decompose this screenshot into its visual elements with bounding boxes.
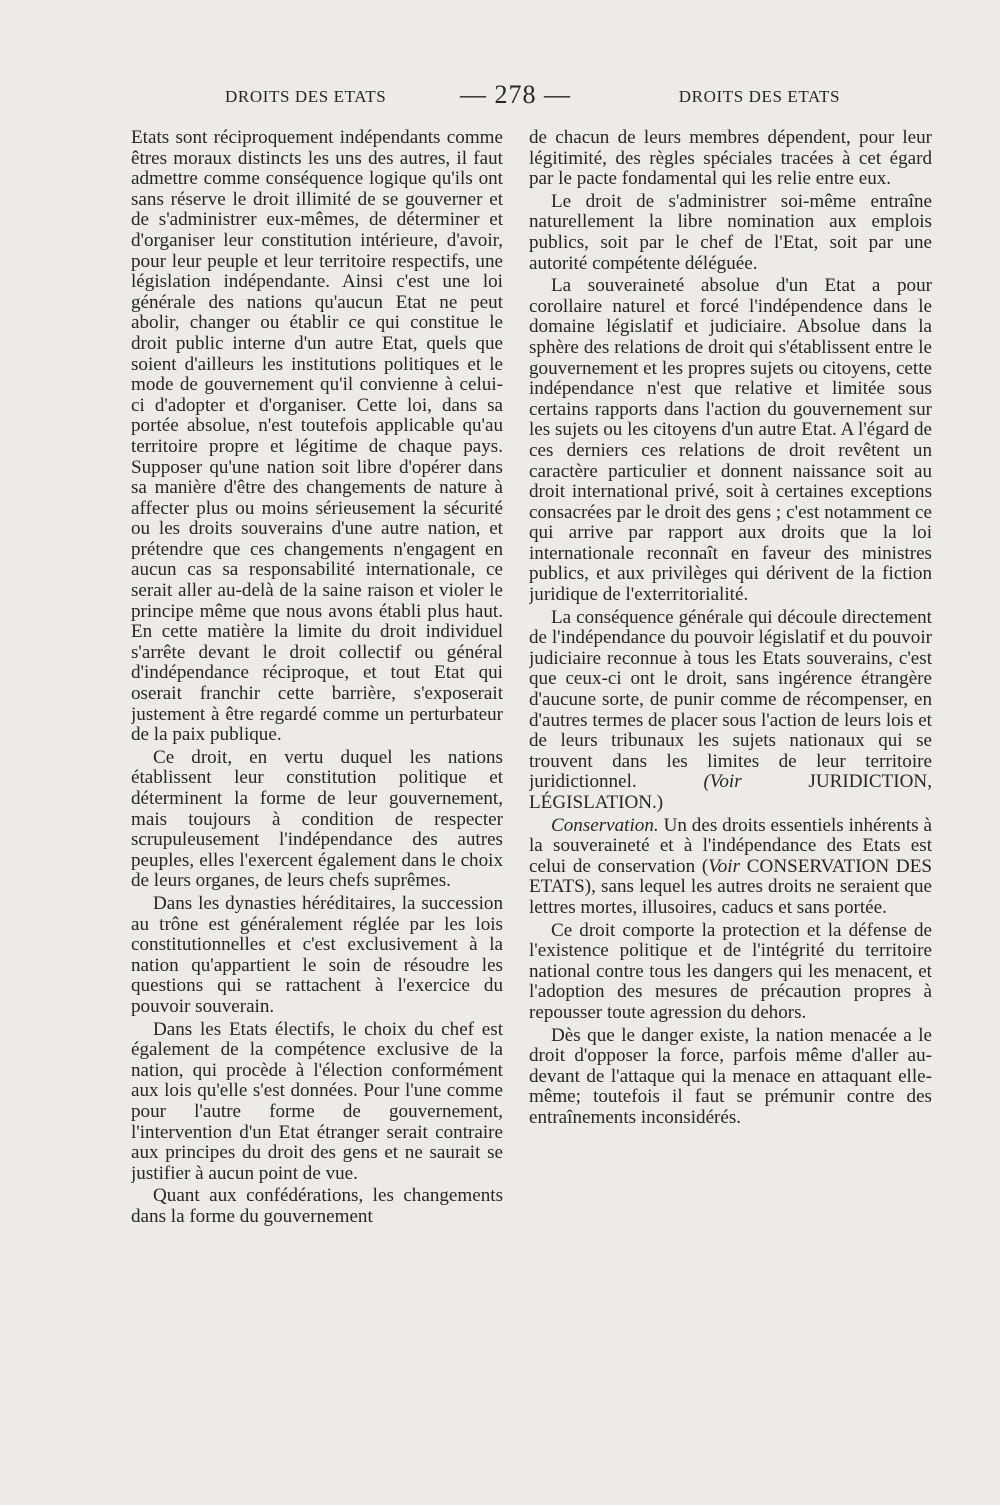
cross-reference-voir: (Voir: [703, 771, 742, 793]
cross-reference-voir: Voir: [708, 855, 741, 877]
paragraph-text: La conséquence générale qui découle directement de l'indépendance du pouvoir législatif et du pouvoir judiciaire reconnue à tous les Etats souverains, c'est que ceux-ci ont le droit, sans ingérence étrangère d'aucune sorte, de punir comme de récompenser, en d'autres termes de placer sous l'action de leurs lois et de leurs tribunaux les sujets nationaux qui se trouvent dans les limites de leur territoire juridictionnel.: [529, 606, 932, 793]
header-left-title: DROITS DES ETATS: [225, 87, 387, 106]
left-column: [131, 128, 503, 1373]
paragraph: Ce droit, en vertu duquel les nations établissent leur constitution politique et déterminent la forme de leur gouvernement, mais toujours à condition de respecter scrupuleusement l'indépendance des autres peuples, elles l'exercent également dans le choix de leurs organes, de leurs chefs suprêmes.: [131, 746, 503, 892]
section-lead-term: Conservation.: [551, 814, 659, 836]
paragraph-text: CONSERVATION DES ETATS), sans lequel les autres droits ne seraient que lettres mortes, illusoires, caducs et sans portée.: [529, 855, 932, 918]
running-header: [135, 80, 840, 114]
header-right-title: DROITS DES ETATS: [678, 87, 840, 106]
paragraph: Quant aux confédérations, les changements dans la forme du gouvernement: [131, 1185, 503, 1227]
cross-reference-target: JURIDICTION, LÉGISLATION.): [529, 771, 932, 813]
paragraph-text: Un des droits essentiels inhérents à la souveraineté et à l'indépendance des Etats est celui de conservation (: [529, 814, 932, 877]
paragraph: Dans les dynasties héréditaires, la succession au trône est généralement réglée par les lois constitutionnelles et c'est exclusivement à la nation qu'appartient le soin de résoudre les questions qui se rattachent à l'exercice du pouvoir souverain.: [131, 892, 503, 1017]
paragraph: La souveraineté absolue d'un Etat a pour corollaire naturel et forcé l'indépendence dans le domaine législatif et judiciaire. Absolue dans la sphère des relations de droit qui s'établissent entre le gouvernement et les propres sujets ou citoyens, cette indépendance n'est que relative et limitée sous certains rapports dans l'action du gouvernement sur les sujets ou les citoyens d'un autre Etat. A l'égard de ces derniers ces relations de droit revêtent un caractère particulier et donnent naissance soit au droit international privé, soit à certaines exceptions consacrées par le droit des gens ; c'est notamment ce qui arrive par rapport aux droits que la loi internationale reconnaît en faveur des ministres publics, et aux privilèges qui dérivent de la fiction juridique de l'exterritorialité.: [529, 275, 932, 606]
paragraph: [529, 608, 932, 814]
paragraph: Dans les Etats électifs, le choix du chef est également de la compétence exclusive de la nation, qui procède à l'élection conformément aux lois qu'elle s'est données. Pour l'une comme pour l'autre forme de gouvernement, l'intervention d'un Etat étranger serait contraire aux principes du droit des gens et ne saurait se justifier à aucun point de vue.: [131, 1018, 503, 1184]
paragraph: Dès que le danger existe, la nation menacée a le droit d'opposer la force, parfois même d'aller au-devant de l'attaque qui la menace en attaquant elle-même; toutefois il faut se prémunir contre des entraînements inconsidérés.: [529, 1024, 932, 1128]
paragraph: de chacun de leurs membres dépendent, pour leur légitimité, des règles spéciales tracées à cet égard par le pacte fondamental qui les relie entre eux.: [529, 128, 932, 190]
paragraph: Ce droit comporte la protection et la défense de l'existence politique et de l'intégrité du territoire national contre tous les dangers qui les menacent, et l'adoption des mesures de précaution propres à repousser toute agression du dehors.: [529, 919, 932, 1023]
paragraph: Le droit de s'administrer soi-même entraîne naturellement la libre nomination aux emplois publics, soit par le chef de l'Etat, soit par une autorité compétente déléguée.: [529, 190, 932, 274]
right-column: [529, 128, 932, 1378]
paragraph: [529, 816, 932, 919]
page-number: — 278 —: [460, 80, 571, 109]
paragraph: Etats sont réciproquement indépendants comme êtres moraux distincts les uns des autres, il faut admettre comme conséquence logique qu'ils ont sans réserve le droit illimité de se gouverner et de s'administrer eux-mêmes, de déterminer et d'organiser leur constitution intérieure, d'avoir, pour leur peuple et leur territoire respectifs, une législation indépendante. Ainsi c'est une loi générale des nations qu'aucun Etat ne peut abolir, changer ou établir ce qui constitue le droit public interne d'un autre Etat, quels que soient d'ailleurs les institutions politiques et le mode de gouvernement qu'il convienne à celui-ci d'adopter et d'organiser. Cette loi, dans sa portée absolue, n'est toutefois applicable qu'au territoire propre et légitime de chaque pays. Supposer qu'une nation soit libre d'opérer dans sa manière d'être des changements de nature à affecter plus ou moins sérieusement la sécurité ou les droits souverains d'une autre nation, et prétendre que ces changements n'engagent en aucun cas sa responsabilité internationale, ce serait aller au-delà de la saine raison et violer le principe même que nous avons établi plus haut. En cette matière la limite du droit individuel s'arrête devant le droit collectif ou général d'indépendance réciproque, et tout Etat qui oserait franchir cette barrière, s'exposerait justement à être regardé comme un perturbateur de la paix publique.: [131, 128, 503, 746]
